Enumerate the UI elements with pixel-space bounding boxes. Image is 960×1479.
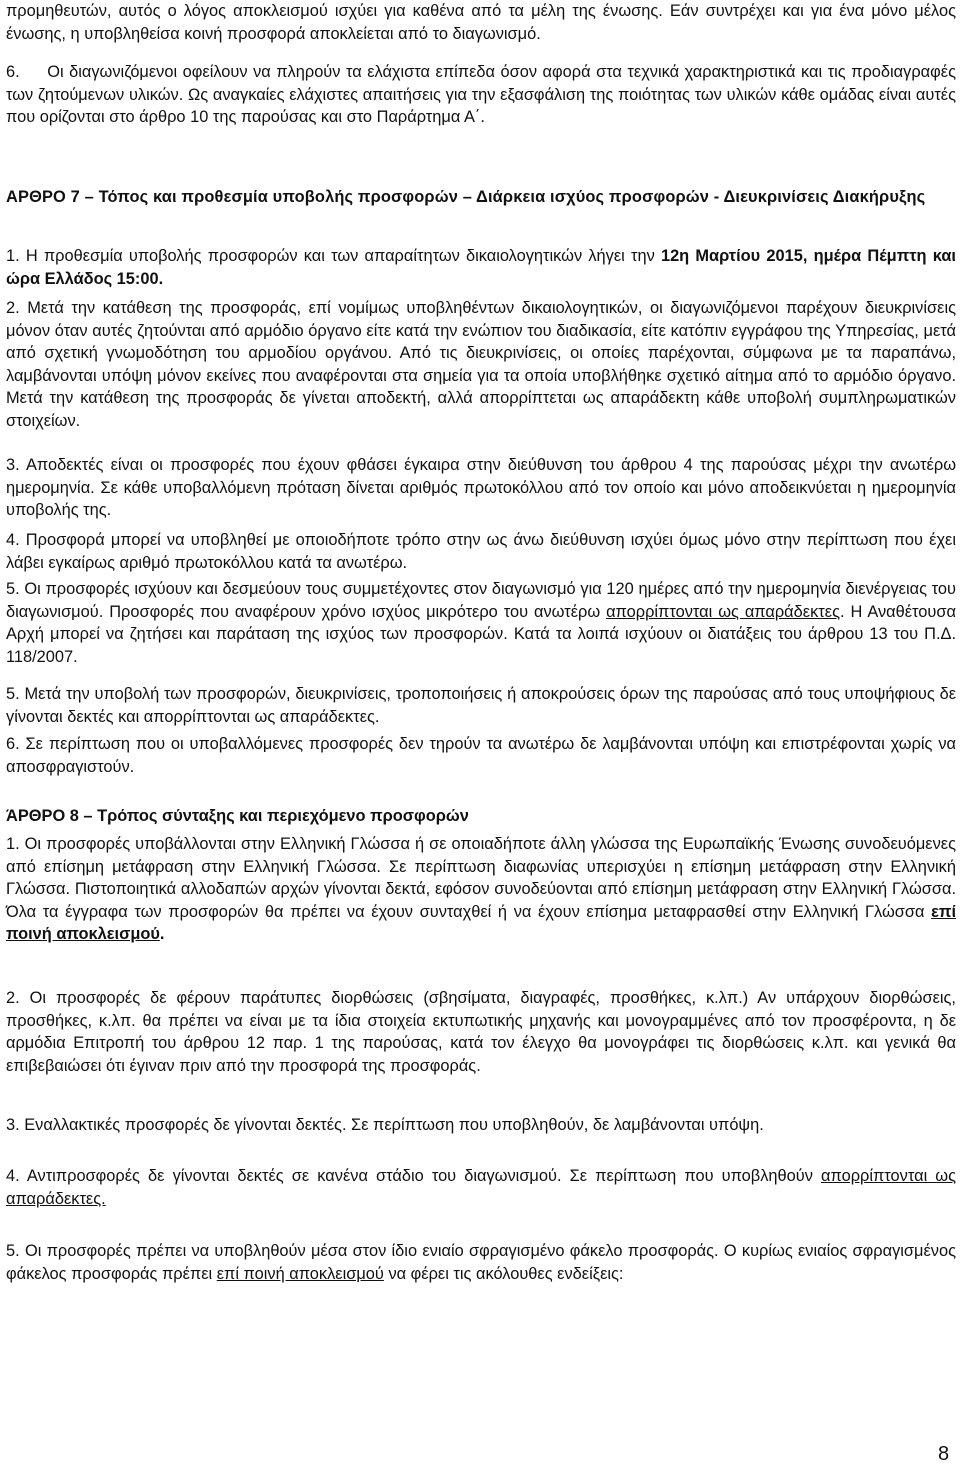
- article-7-item-4-submission-method: 4. Προσφορά μπορεί να υποβληθεί με οποιοδήποτε τρόπο στην ως άνω διεύθυνση ισχύει όμως μόνο στην περίπτωση που έχει λάβει εγκαίρως αριθμό πρωτοκόλλου κατά τα ανωτέρω.: [6, 531, 956, 572]
- article-7-item-2-clarifications: 2. Μετά την κατάθεση της προσφοράς, επί νομίμως υποβληθέντων δικαιολογητικών, οι διαγωνιζόμενοι παρέχουν διευκρινίσεις μόνον όταν αυτές ζητούνται από αρμόδιο όργανο είτε κατά την ενώπιον του διαδικασία, είτε κατόπιν εγγράφου της Υπηρεσίας, μετά από σχετική γνωμοδότηση του αρμοδίου οργάνου. Από τις διευκρινίσεις, οι οποίες παρέχονται, σύμφωνα με τα παραπάνω, λαμβάνονται υπόψη μόνον εκείνες που αναφέρονται στα σημεία για τα οποία υποβλήθηκε σχετικό αίτημα από το αρμόδιο όργανο. Μετά την κατάθεση της προσφοράς δε γίνεται αποδεκτή, αλλά απορρίπτεται ως απαράδεκτη κάθε υποβολή συμπληρωματικών στοιχείων.: [6, 299, 956, 430]
- article-8-item-2-corrections: 2. Οι προσφορές δε φέρουν παράτυπες διορθώσεις (σβησίματα, διαγραφές, προσθήκες, κ.λπ.) Αν υπάρχουν διορθώσεις, προσθήκες, κ.λπ. θα πρέπει να είναι με τα ίδια στοιχεία εκτυπωτικής μηχανής και μονογραμμένες από τον προσφέροντα, η δε αρμόδια Επιτροπή του άρθρου 12 παρ. 1 της παρούσας, κατά τον έλεγχο θα μονογράφει τις διορθώσεις κ.λπ. και γενικά θα επιβεβαιώσει ότι έγιναν πριν από την προσφορά της προσφοράς.: [6, 989, 956, 1075]
- article-7-item-6-noncompliant: 6. Σε περίπτωση που οι υποβαλλόμενες προσφορές δεν τηρούν τα ανωτέρω δε λαμβάνονται υπόψη και επιστρέφονται χωρίς να αποσφραγιστούν.: [6, 735, 956, 776]
- rejected-as-inadmissible: απορρίπτονται ως απαράδεκτες.: [6, 1167, 957, 1208]
- article-8-heading: ΆΡΘΡΟ 8 – Τρόπος σύνταξης και περιεχόμενο προσφορών: [6, 807, 469, 825]
- article-8-item-3-alternatives: 3. Εναλλακτικές προσφορές δε γίνονται δεκτές. Σε περίπτωση που υποβληθούν, δε λαμβάνονται υπόψη.: [6, 1116, 764, 1134]
- article-7-item-3-accepted-offers: 3. Αποδεκτές είναι οι προσφορές που έχουν φθάσει έγκαιρα στην διεύθυνση του άρθρου 4 της παρούσας μέχρι την ανωτέρω ημερομηνία. Σε κάθε υποβαλλόμενη πρόταση δίνεται αριθμός πρωτοκόλλου από τον οποίο και μόνο αποδεικνύεται η ημερομηνία υποβολής της.: [6, 456, 956, 519]
- exclusion-penalty-emphasis: επί ποινή αποκλεισμού: [216, 1264, 384, 1283]
- article-8-item-1-language: 1. Οι προσφορές υποβάλλονται στην Ελληνική Γλώσσα ή σε οποιαδήποτε άλλη γλώσσα της Ευρωπαϊκής Ένωσης συνοδευόμενες από επίσημη μετάφραση στην Ελληνική Γλώσσα. Σε περίπτωση διαφωνίας υπερισχύει η επίσημη μετάφραση στην Ελληνική Γλώσσα. Πιστοποιητικά αλλοδαπών αρχών γίνονται δεκτά, εφόσον συνοδεύονται από επίσημη μετάφραση στην Ελληνική Γλώσσα. Όλα τα έγγραφα των προσφορών θα πρέπει να έχουν συνταχθεί ή να έχουν επίσημα μεταφρασθεί στην Ελληνική Γλώσσα επί ποινή αποκλεισμού.: [6, 835, 956, 943]
- rejected-as-inadmissible: απορρίπτονται ως απαράδεκτες: [606, 602, 840, 621]
- deadline-date: 12η Μαρτίου 2015, ημέρα Πέμπτη και ώρα Ελλάδος 15:00.: [6, 247, 956, 288]
- paragraph-consortium-exclusion: προμηθευτών, αυτός ο λόγος αποκλεισμού ισχύει για καθένα από τα μέλη της ένωσης. Εάν συντρέχει και για ένα μόνο μέλος ένωσης, η υποβληθείσα κοινή προσφορά αποκλείεται από το διαγωνισμό.: [6, 2, 956, 43]
- paragraph-number: 6.: [6, 63, 20, 81]
- page-number: 8: [938, 1443, 950, 1465]
- paragraph-6-technical-requirements: 6. Οι διαγωνιζόμενοι οφείλουν να πληρούν τα ελάχιστα επίπεδα όσον αφορά στα τεχνικά χαρακτηριστικά και τις προδιαγραφές των ζητούμενων υλικών. Ως αναγκαίες ελάχιστες απαιτήσεις για την εξασφάλιση της ποιότητας των υλικών κάθε ομάδας είναι αυτές που ορίζονται στο άρθρο 10 της παρούσας και στο Παράρτημα Α΄.: [6, 63, 956, 126]
- article-7-item-1-deadline: 1. Η προθεσμία υποβολής προσφορών και των απαραίτητων δικαιολογητικών λήγει την 12η Μαρτίου 2015, ημέρα Πέμπτη και ώρα Ελλάδος 15:00.: [6, 247, 956, 288]
- exclusion-penalty-emphasis: επί ποινή αποκλεισμού: [6, 902, 956, 943]
- article-7-item-5-modifications: 5. Μετά την υποβολή των προσφορών, διευκρινίσεις, τροποποιήσεις ή αποκρούσεις όρων της παρούσας από τους υποψήφιους δε γίνονται δεκτές και απορρίπτονται ως απαράδεκτες.: [6, 685, 956, 726]
- article-8-item-5-envelope: 5. Οι προσφορές πρέπει να υποβληθούν μέσα στον ίδιο ενιαίο σφραγισμένο φάκελο προσφοράς. Ο κυρίως ενιαίος σφραγισμένος φάκελος προσφοράς πρέπει επί ποινή αποκλεισμού να φέρει τις ακόλουθες ενδείξεις:: [6, 1242, 956, 1283]
- article-7-item-5-validity: 5. Οι προσφορές ισχύουν και δεσμεύουν τους συμμετέχοντες στον διαγωνισμό για 120 ημέρες από την ημερομηνία διενέργειας του διαγωνισμού. Προσφορές που αναφέρουν χρόνο ισχύος μικρότερο του ανωτέρω απορρίπτονται ως απαράδεκτες. Η Αναθέτουσα Αρχή μπορεί να ζητήσει και παράταση της ισχύος των προσφορών. Κατά τα λοιπά ισχύουν οι διατάξεις του άρθρου 13 του Π.Δ. 118/2007.: [6, 580, 956, 666]
- article-8-item-4-counteroffers: 4. Αντιπροσφορές δε γίνονται δεκτές σε κανένα στάδιο του διαγωνισμού. Σε περίπτωση που υποβληθούν απορρίπτονται ως απαράδεκτες.: [6, 1167, 957, 1208]
- article-7-heading: ΑΡΘΡΟ 7 – Τόπος και προθεσμία υποβολής προσφορών – Διάρκεια ισχύος προσφορών - Διευκρινίσεις Διακήρυξης: [6, 188, 926, 206]
